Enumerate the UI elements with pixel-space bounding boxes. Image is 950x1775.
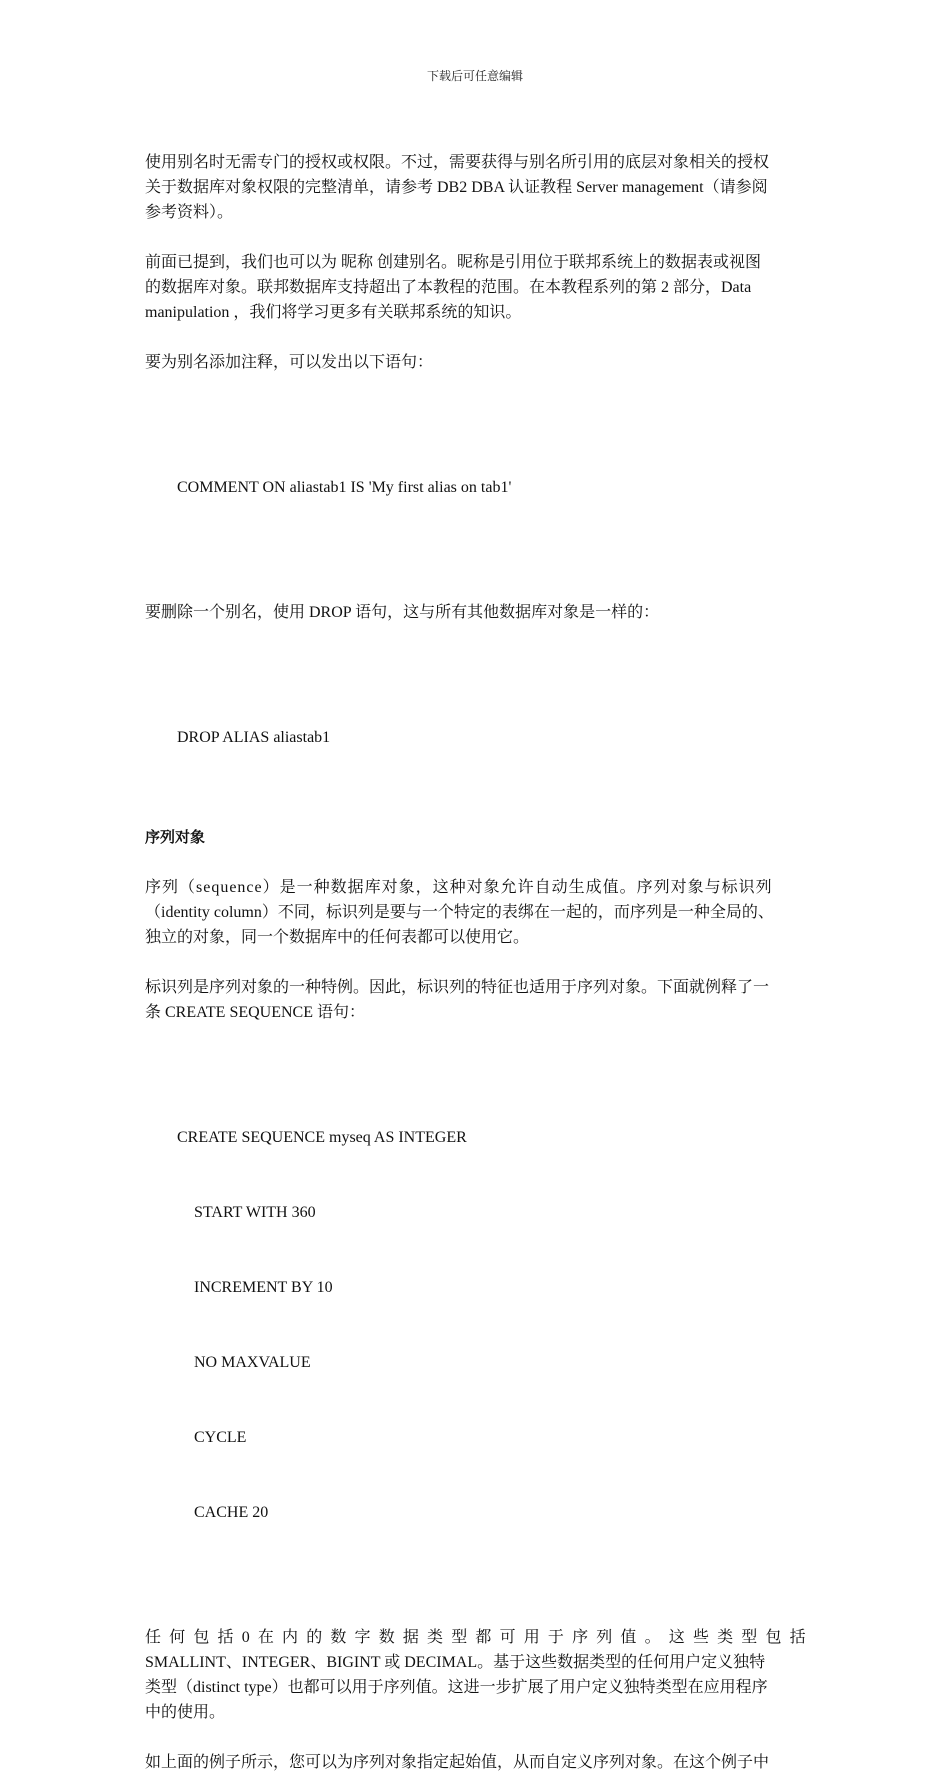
text-line: 中的使用。 <box>145 1704 226 1721</box>
code-line: DROP ALIAS aliastab1 <box>177 729 331 746</box>
text-line: 前面已提到，我们也可以为 昵称 创建别名。昵称是引用位于联邦系统上的数据表或视图 <box>145 254 762 271</box>
code-line: COMMENT ON aliastab1 IS 'My first alias on tab1' <box>177 479 512 496</box>
paragraph-identity-column <box>145 975 806 1025</box>
spaced-char: 的 <box>306 1629 323 1646</box>
spaced-char: 数 <box>330 1629 347 1646</box>
spaced-char: 在 <box>257 1629 274 1646</box>
document-body <box>145 150 806 1775</box>
text-line: 要为别名添加注释，可以发出以下语句： <box>145 354 434 371</box>
spaced-char: 括 <box>789 1629 806 1646</box>
text-line: （identity column）不同，标识列是要与一个特定的表绑在一起的，而序列是一种全局的、 <box>145 904 774 921</box>
text-line: 条 CREATE SEQUENCE 语句： <box>145 1004 366 1021</box>
spaced-char: 何 <box>169 1629 186 1646</box>
spaced-char: 字 <box>354 1629 371 1646</box>
page-header: 下载后可任意编辑 <box>426 69 523 83</box>
spaced-char: 型 <box>741 1629 758 1646</box>
code-line: INCREMENT BY 10 <box>194 1279 333 1296</box>
paragraph-drop-intro <box>145 600 806 625</box>
spaced-char: 数 <box>378 1629 395 1646</box>
paragraph-sequence-definition <box>145 875 806 950</box>
text-line: 类型（distinct type）也都可以用于序列值。这进一步扩展了用户定义独特类型在应用程序 <box>145 1679 768 1696</box>
spaced-char: 内 <box>282 1629 299 1646</box>
code-block-create-sequence <box>145 1075 806 1575</box>
paragraph-nickname <box>145 250 806 325</box>
paragraph-data-types <box>145 1625 806 1725</box>
text-line: 要删除一个别名，使用 DROP 语句，这与所有其他数据库对象是一样的： <box>145 604 660 621</box>
spaced-char: 包 <box>765 1629 782 1646</box>
text-line: 关于数据库对象权限的完整清单，请参考 DB2 DBA 认证教程 Server management（请参阅 <box>145 179 768 196</box>
code-block-drop <box>145 675 806 800</box>
spaced-char: 些 <box>692 1629 709 1646</box>
paragraph-start-value <box>145 1750 806 1775</box>
text-line: SMALLINT、INTEGER、BIGINT 或 DECIMAL。基于这些数据类型的任何用户定义独特 <box>145 1654 766 1671</box>
spaced-char: 这 <box>668 1629 685 1646</box>
spaced-char: 可 <box>499 1629 516 1646</box>
text-line: 独立的对象，同一个数据库中的任何表都可以使用它。 <box>145 929 530 946</box>
spaced-char: 值 <box>620 1629 637 1646</box>
spaced-char: 用 <box>523 1629 540 1646</box>
spaced-char: 类 <box>427 1629 444 1646</box>
spaced-char: 。 <box>644 1629 661 1646</box>
spaced-char: 列 <box>596 1629 613 1646</box>
spaced-char: 类 <box>717 1629 734 1646</box>
code-line: CYCLE <box>194 1429 247 1446</box>
paragraph-comment-intro <box>145 350 806 375</box>
spaced-char: 序 <box>572 1629 589 1646</box>
spaced-char: 据 <box>402 1629 419 1646</box>
spaced-char: 包 <box>193 1629 210 1646</box>
text-line: 序列（sequence）是一种数据库对象，这种对象允许自动生成值。序列对象与标识列 <box>145 879 773 896</box>
text-line: manipulation ，我们将学习更多有关联邦系统的知识。 <box>145 304 522 321</box>
section-heading-sequence: 序列对象 <box>145 828 206 846</box>
text-line: 参考资料）。 <box>145 204 234 221</box>
spaced-char: 任 <box>145 1629 162 1646</box>
spaced-char: 型 <box>451 1629 468 1646</box>
text-line: 的数据库对象。联邦数据库支持超出了本教程的范围。在本教程系列的第 2 部分，Data <box>145 279 752 296</box>
text-line: 标识列是序列对象的一种特例。因此，标识列的特征也适用于序列对象。下面就例释了一 <box>145 979 770 996</box>
code-line: NO MAXVALUE <box>194 1354 311 1371</box>
code-line: START WITH 360 <box>194 1204 316 1221</box>
spaced-char: 0 <box>241 1629 250 1646</box>
text-line: 如上面的例子所示，您可以为序列对象指定起始值，从而自定义序列对象。在这个例子中 <box>145 1754 770 1771</box>
paragraph-alias-privileges <box>145 150 806 225</box>
text-line: 使用别名时无需专门的授权或权限。不过，需要获得与别名所引用的底层对象相关的授权 <box>145 154 770 171</box>
spaced-char: 于 <box>547 1629 564 1646</box>
code-block-comment <box>145 425 806 550</box>
text-line-justified <box>145 1625 806 1650</box>
code-line: CACHE 20 <box>194 1504 269 1521</box>
spaced-char: 都 <box>475 1629 492 1646</box>
spaced-char: 括 <box>217 1629 234 1646</box>
code-line: CREATE SEQUENCE myseq AS INTEGER <box>177 1129 467 1146</box>
